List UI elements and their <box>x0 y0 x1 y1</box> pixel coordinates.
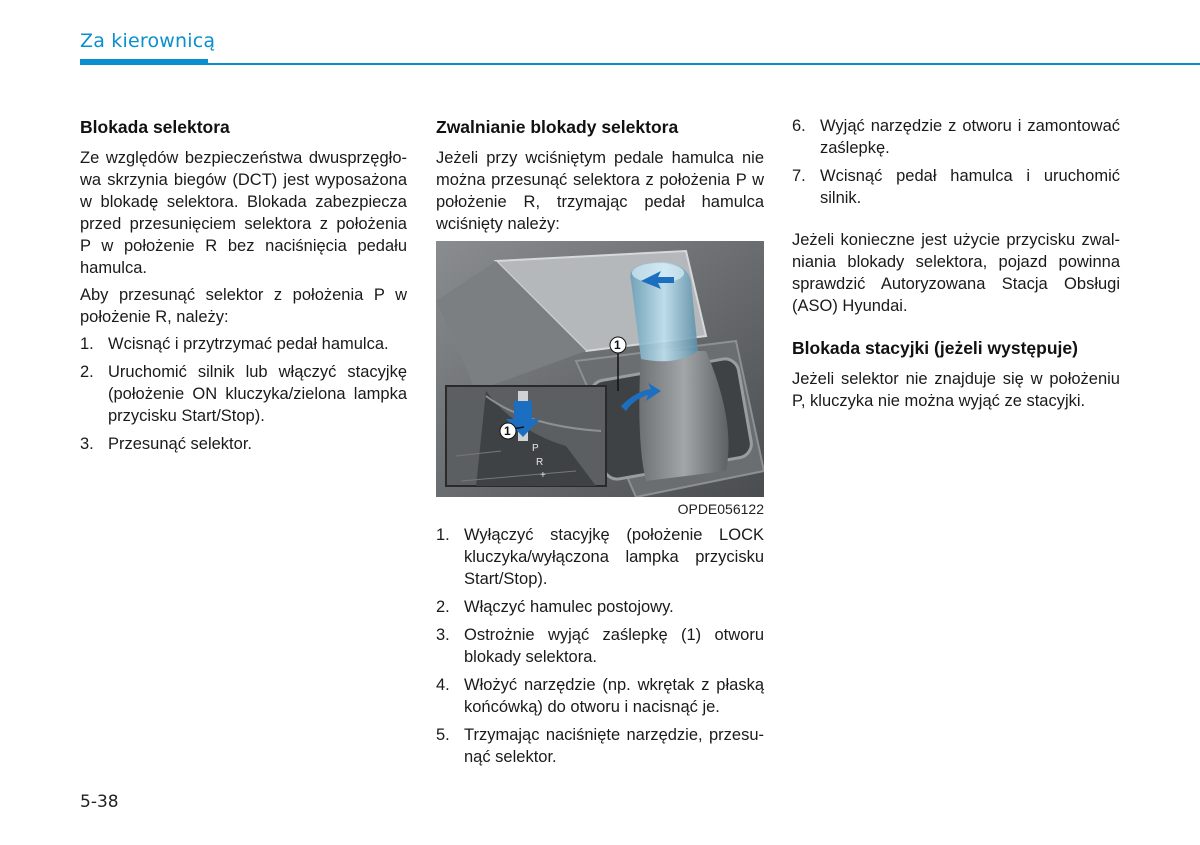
list-item: 6. Wyjąć narzędzie z otworu i zamontować zaślepkę. <box>792 117 1120 157</box>
page-number: 5-38 <box>80 792 119 812</box>
heading-shift-lock-release: Zwalnianie blokady selektora <box>436 117 679 137</box>
header-rule <box>80 63 1200 65</box>
callout-number: 1 <box>504 424 511 438</box>
shift-lock-release-intro: Jeżeli przy wciśniętym pedale hamulca nie można przesunąć selektora z położenia P w położenie R, trzymając pedał hamulca wciśnięty należy: <box>436 149 764 233</box>
list-item: 4. Włożyć narzędzie (np. wkrętak z płaską końcówką) do otworu i nacisnąć je. <box>436 676 764 716</box>
figure-code: OPDE056122 <box>677 501 764 517</box>
shift-lock-intro: Ze względów bezpieczeństwa dwusprzęgłowa skrzynia biegów (DCT) jest wyposażona w blokadę selektora. Blokada zabezpiecza przed przesunięciem selektora z położenia P w położenie R bez naciśnięcia pedału hamulca. <box>80 149 407 277</box>
heading-shift-lock: Blokada selektora <box>80 117 230 137</box>
callout-number: 1 <box>614 338 621 352</box>
gear-selector-illustration <box>436 241 764 497</box>
gear-selector-drawing <box>436 241 764 497</box>
shift-lock-release-steps <box>436 524 764 768</box>
list-item: 7. Wcisnąć pedał hamulca i uruchomić silnik. <box>792 167 1120 207</box>
list-item: 1. Wcisnąć i przytrzymać pedał hamulca. <box>80 335 389 353</box>
key-interlock-text: Jeżeli selektor nie znajduje się w położeniu P, kluczyka nie można wyjąć ze stacyjki. <box>792 370 1120 410</box>
list-item: 3. Przesunąć selektor. <box>80 435 252 453</box>
column-left <box>80 115 407 461</box>
section-title: Za kierownicą <box>80 30 216 52</box>
service-note: Jeżeli konieczne jest użycie przycisku zwalniania blokady selektora, pojazd powinna sprawdzić Autoryzowana Stacja Obsługi (ASO) Hyundai. <box>792 231 1120 315</box>
shift-lock-steps <box>80 333 407 455</box>
list-item: 2. Włączyć hamulec postojowy. <box>436 598 674 616</box>
column-right <box>792 115 1120 417</box>
list-item: 5. Trzymając naciśnięte narzędzie, przesunąć selektor. <box>436 726 764 766</box>
list-item: 3. Ostrożnie wyjąć zaślepkę (1) otworu blokady selektora. <box>436 626 764 666</box>
gear-label: + <box>540 470 546 481</box>
shift-lock-howto: Aby przesunąć selektor z położenia P w położenie R, należy: <box>80 286 407 326</box>
gear-label: P <box>532 443 539 454</box>
list-item: 2. Uruchomić silnik lub włączyć stacyjkę (położenie ON kluczyka/zielona lampka przycisku Start/Stop). <box>80 363 407 425</box>
column-middle <box>436 115 764 774</box>
shift-lock-release-steps-continued <box>792 115 1120 209</box>
heading-key-interlock: Blokada stacyjki (jeżeli występuje) <box>792 338 1078 358</box>
list-item: 1. Wyłączyć stacyjkę (położenie LOCK kluczyka/wyłączona lampka przycisku Start/Stop). <box>436 526 764 588</box>
gear-label: R <box>536 457 544 468</box>
